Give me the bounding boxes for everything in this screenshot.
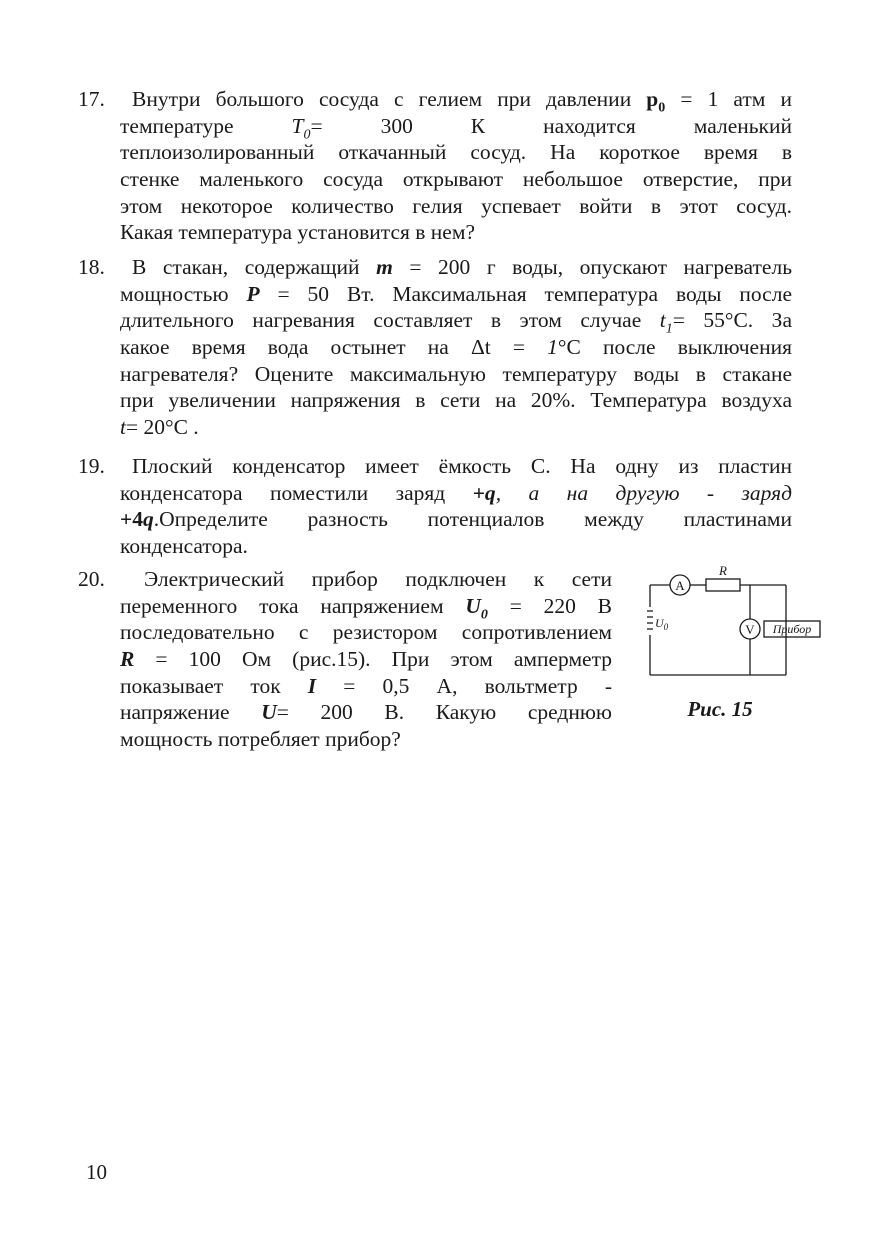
figure-caption: Рис. 15 xyxy=(687,697,753,721)
text-line: длительного нагревания составляет в этом случае $t_1= 55^\circ С$. За xyxy=(120,308,792,337)
problem-18 xyxy=(78,254,792,441)
voltmeter-label: V xyxy=(745,622,755,637)
text-line: показывает ток I = 0,5 А, вольтметр - xyxy=(120,673,613,698)
problem-number: 18. xyxy=(78,255,105,279)
text-line: конденсатора поместили заряд +q, а на другую - заряд xyxy=(120,480,792,505)
text-line: какое время вода остынет на Δt = 1°С после выключения xyxy=(120,335,792,360)
text-line: В стакан, содержащий m = 200 г воды, опускают нагреватель xyxy=(132,255,793,279)
text-line: мощность потребляет прибор? xyxy=(120,727,401,752)
ammeter-label: A xyxy=(675,578,685,593)
text-line: Внутри большого сосуда с гелием при давлении $p_0 = 1$ атм и xyxy=(132,87,792,116)
device-label: Прибор xyxy=(772,622,812,636)
text-line: последовательно с резистором сопротивлением xyxy=(120,620,612,645)
circuit-diagram xyxy=(640,565,830,685)
symbol-p0: $p_0$ xyxy=(646,87,666,116)
text-line: мощностью P = 50 Вт. Максимальная температура воды после xyxy=(120,281,792,306)
symbol-U0: $U_0$ xyxy=(465,593,488,622)
text-line: Плоский конденсатор имеет ёмкость С. На одну из пластин xyxy=(132,454,792,478)
text-line: t= 20°С . xyxy=(120,415,199,440)
text-line: температуре $T_0= 300$ К находится маленький xyxy=(120,113,793,142)
problem-number: 20. xyxy=(78,567,105,591)
text-line: при увеличении напряжения в сети на 20%. Температура воздуха xyxy=(120,388,792,413)
text-line: этом некоторое количество гелия успевает войти в этот сосуд. xyxy=(120,193,792,218)
text-line: переменного тока напряжением $U_0 = 220$ В xyxy=(120,593,612,622)
resistor-label: R xyxy=(719,565,727,578)
text-line: конденсатора. xyxy=(120,534,248,559)
symbol-T0: $T_0$ xyxy=(291,113,311,142)
text-line: напряжение U= 200 В. Какую среднюю xyxy=(120,700,612,725)
symbol-t1: $t_1$ xyxy=(659,308,673,337)
problem-20 xyxy=(78,566,612,753)
source-label: $U_0$ xyxy=(655,616,669,632)
problem-19 xyxy=(78,453,792,560)
text-line: стенке маленького сосуда открывают небольшое отверстие, при xyxy=(120,167,792,192)
problem-number: 19. xyxy=(78,454,105,478)
text-line: R = 100 Ом (рис.15). При этом амперметр xyxy=(120,647,612,672)
text-line: Электрический прибор подключен к сети xyxy=(144,567,612,591)
problem-number: 17. xyxy=(78,87,105,111)
text-line: Какая температура установится в нем? xyxy=(120,220,475,245)
page-number: 10 xyxy=(86,1160,107,1184)
problem-17 xyxy=(78,86,792,246)
text-line: нагревателя? Оцените максимальную температуру воды в стакане xyxy=(120,361,792,386)
text-line: теплоизолированный откачанный сосуд. На короткое время в xyxy=(120,140,792,165)
text-line: +4q.Определите разность потенциалов между пластинами xyxy=(120,507,792,532)
resistor-icon xyxy=(706,579,740,591)
